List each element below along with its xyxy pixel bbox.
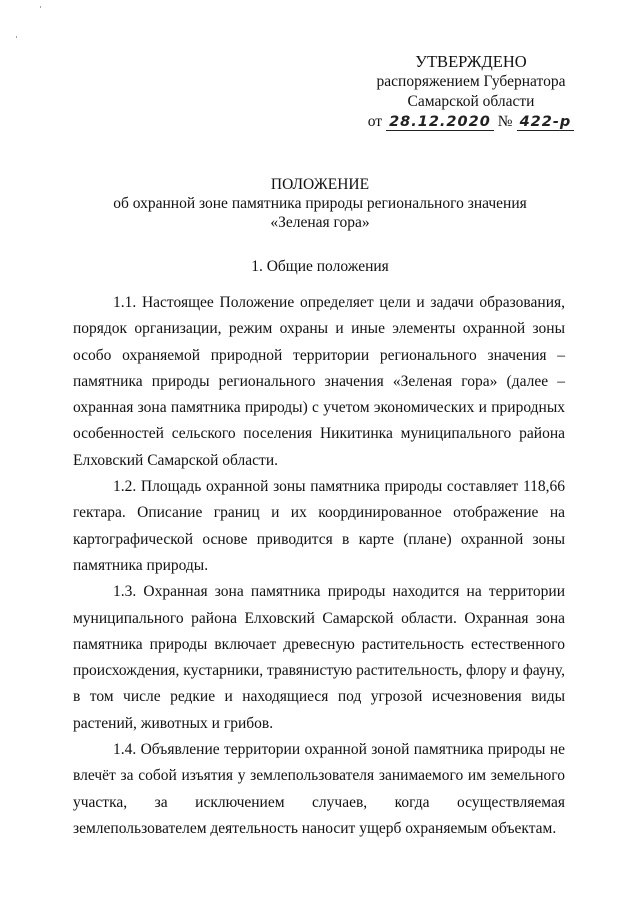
title-main: ПОЛОЖЕНИЕ [270,176,370,193]
handwritten-date: 28.12.2020 [386,114,494,131]
scan-mark: ˙ [38,6,43,17]
approval-line-2: Самарской области [407,93,535,110]
section-heading: 1. Общие положения [251,258,389,275]
paragraph-1-4: 1.4. Объявление территории охранной зоной памятника природы не влечёт за собой изъятия у землепользователя занимаемого им земельного участка, за исключением случаев, когда осуществляемая землепользователем деятельность наносит ущерб охраняемым объектам. [73,741,565,837]
approval-heading: УТВЕРЖДЕНО [415,52,527,71]
approval-line-1: распоряжением Губернатора [376,73,566,90]
paragraph-1-2: 1.2. Площадь охранной зоны памятника природы составляет 118,66 гектара. Описание границ и их координированное отображение на картографической основе приводится в карте (плане) охранной зоны памятника природы. [73,478,565,574]
title-line-3: «Зеленая гора» [270,214,370,231]
handwritten-number: 422-р [517,114,575,131]
title-line-2: об охранной зоне памятника природы регионального значения [113,195,527,212]
number-sign: № [497,113,513,130]
document-body [73,290,565,842]
approval-date-number [360,112,582,132]
document-title [0,175,640,232]
date-prefix: от [367,113,383,130]
scan-mark: ˙ [14,36,19,47]
approval-block [360,52,582,132]
paragraph-1-1: 1.1. Настоящее Положение определяет цели и задачи образования, порядок организации, режим охраны и иные элементы охранной зоны особо охраняемой природной территории регионального значения – памятника природы регионального значения «Зеленая гора» (далее – охранная зона памятника природы) с учетом экономических и природных особенностей сельского поселения Никитинка муниципального района Елховский Самарской области. [73,294,565,469]
paragraph-1-3: 1.3. Охранная зона памятника природы находится на территории муниципального района Елховский Самарской области. Охранная зона памятника природы включает древесную растительность естественного происхождения, кустарники, травянистую растительность, флору и фауну, в том числе редкие и находящиеся под угрозой исчезновения виды растений, животных и грибов. [73,583,565,732]
